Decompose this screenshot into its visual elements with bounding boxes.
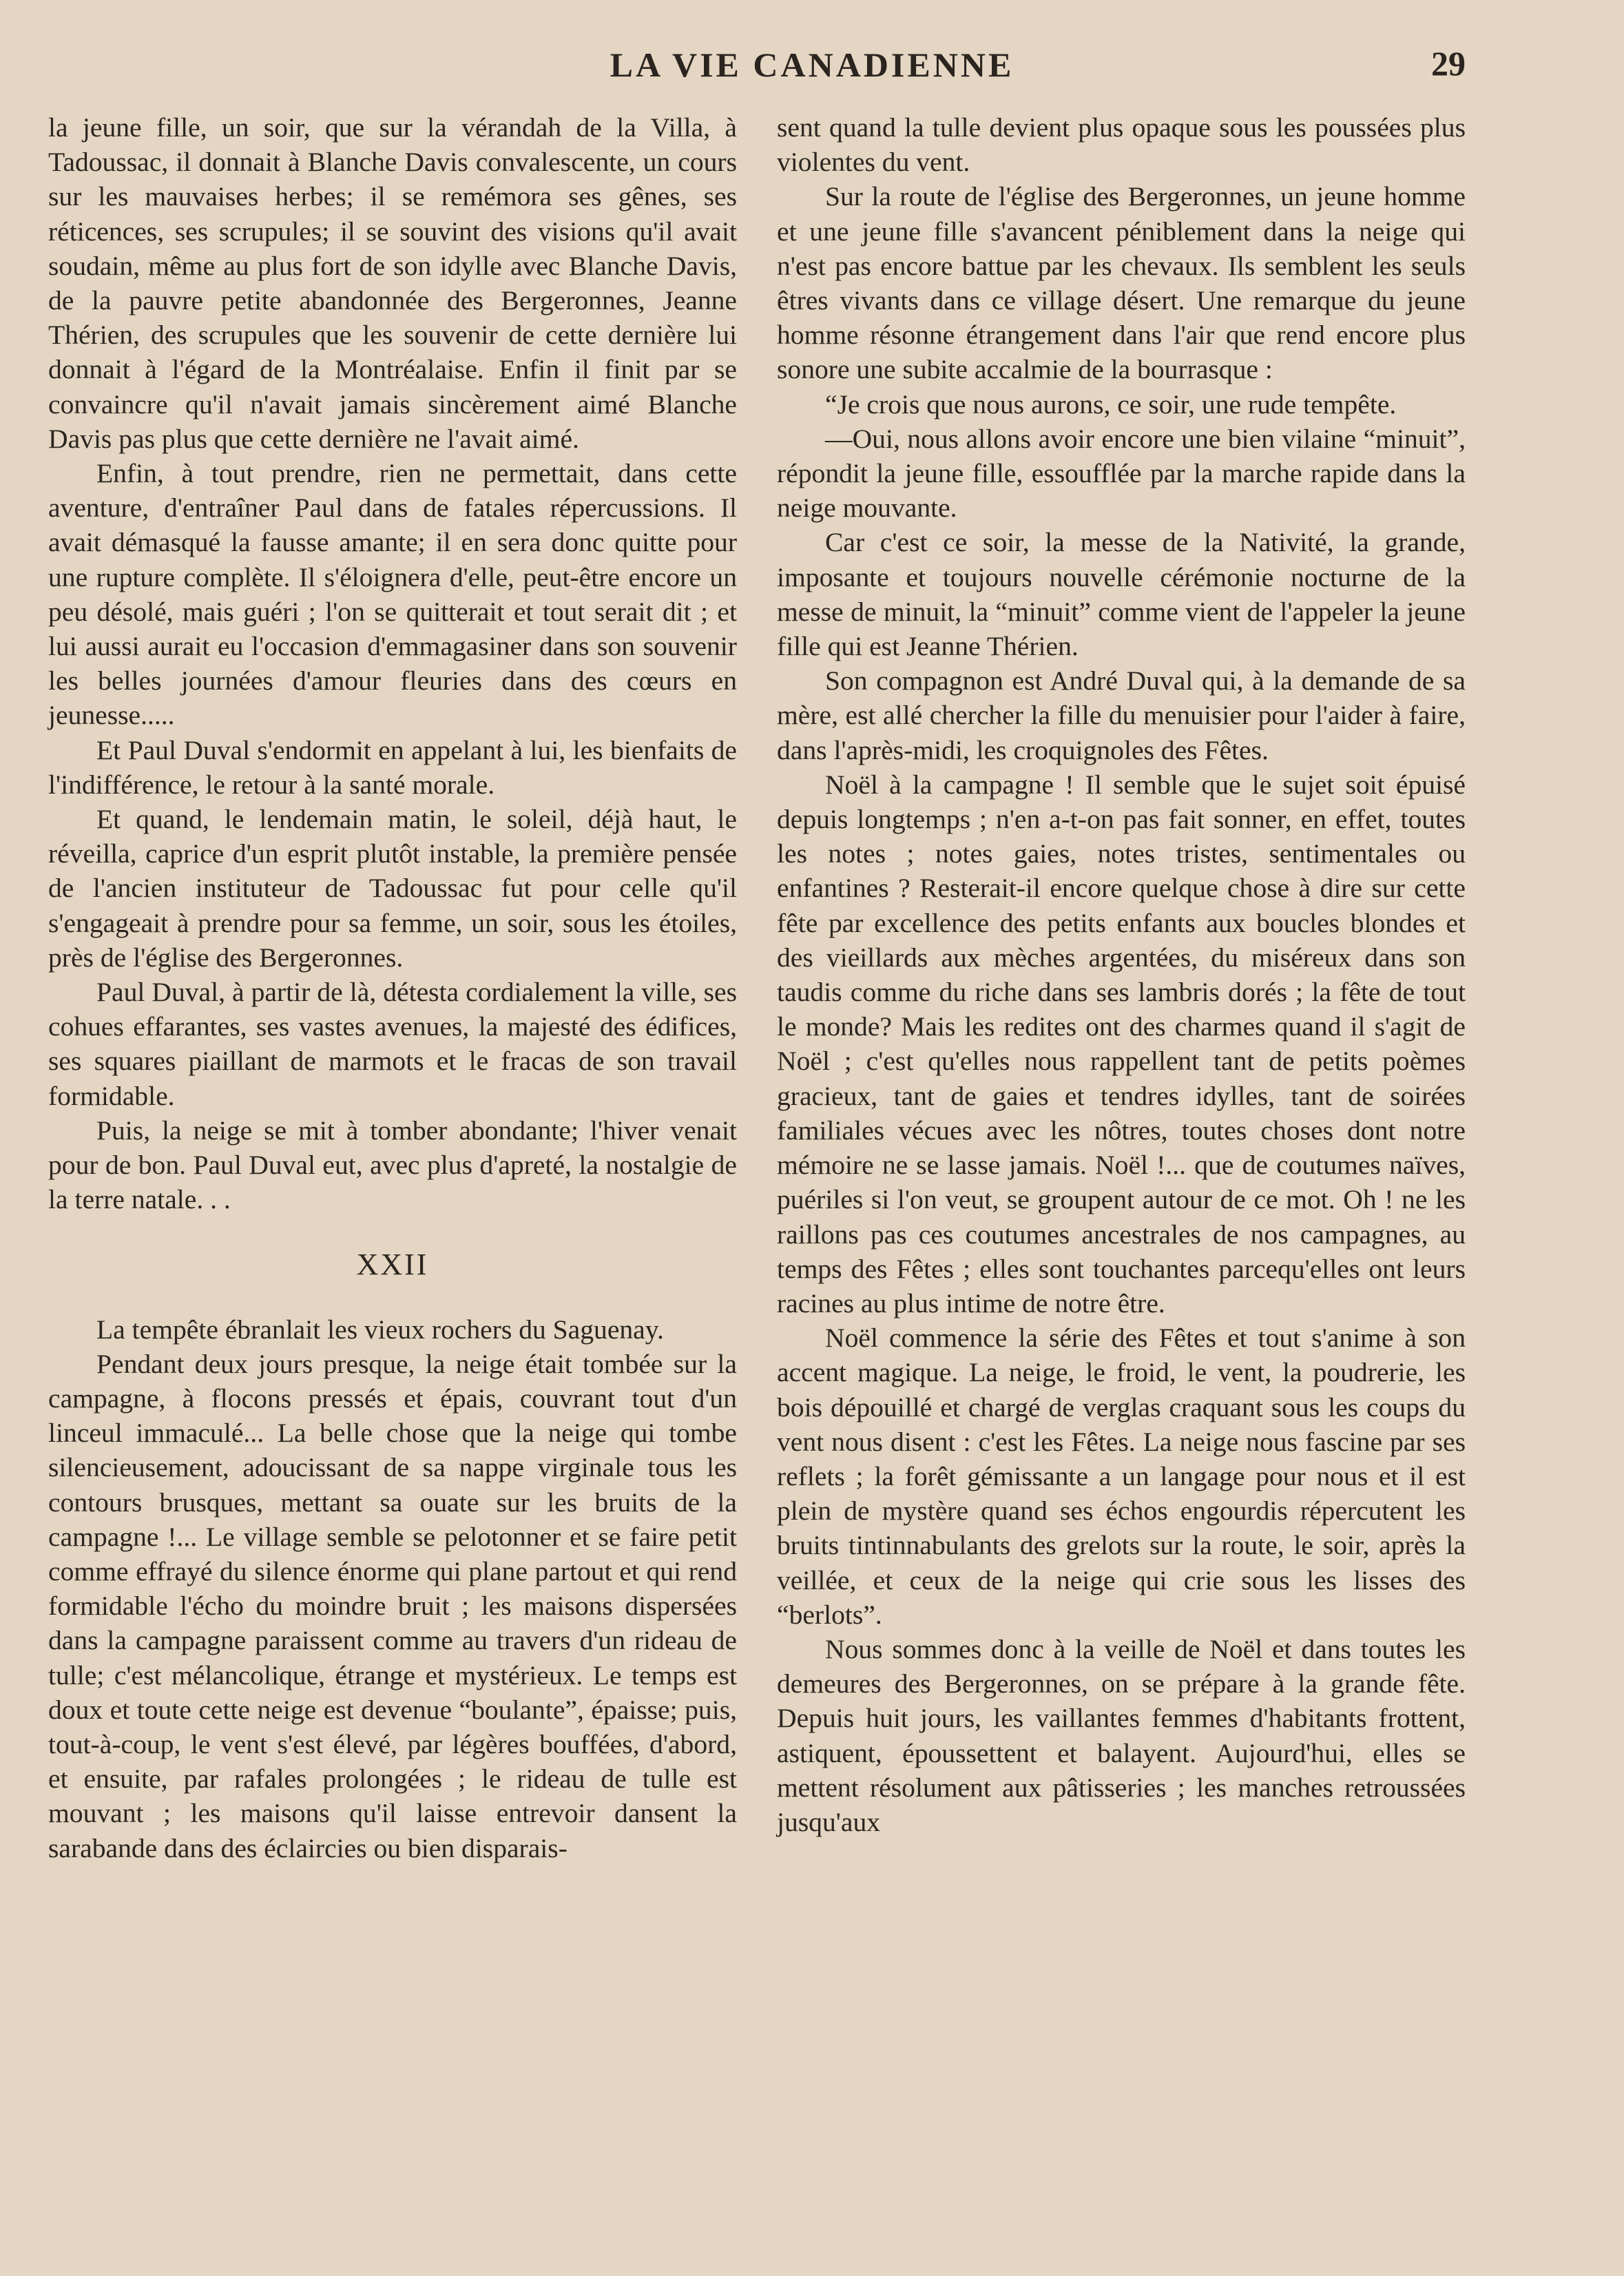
left-column — [48, 110, 737, 1865]
paragraph: Et Paul Duval s'endormit en appelant à lui, les bienfaits de l'indifférence, le retour à la santé morale. — [48, 734, 737, 800]
paragraph: Sur la route de l'église des Bergeronnes, un jeune homme et une jeune fille s'avancent péniblement dans la neige qui n'est pas encore battue par les chevaux. Ils semblent les seuls êtres vivants dans ce village désert. Une remarque du jeune homme résonne étrangement dans l'air que rend encore plus sonore une subite accalmie de la bourrasque : — [777, 181, 1466, 385]
paragraph: la jeune fille, un soir, que sur la vérandah de la Villa, à Tadoussac, il donnait à Blanche Davis convalescente, un cours sur les mauvaises herbes; il se remémora ses gênes, ses réticences, ses scrupules; il se souvint des visions qu'il avait soudain, même au plus fort de son idylle avec Blanche Davis, de la pauvre petite abandonnée des Bergeronnes, Jeanne Thérien, des scrupules que les souvenir de cette dernière lui donnait à l'égard de la Montréalaise. Enfin il finit par se convaincre qu'il n'avait jamais sincèrement aimé Blanche Davis pas plus que cette dernière ne l'avait aimé. — [48, 112, 737, 454]
paragraph: Et quand, le lendemain matin, le soleil, déjà haut, le réveilla, caprice d'un esprit plutôt instable, la première pensée de l'ancien instituteur de Tadoussac fut pour celle qu'il s'engageait à prendre pour sa femme, un soir, sous les étoiles, près de l'église des Bergeronnes. — [48, 804, 737, 973]
paragraph: —Oui, nous allons avoir encore une bien vilaine “minuit”, répondit la jeune fille, essoufflée par la marche rapide dans la neige mouvante. — [777, 423, 1466, 524]
paragraph: Son compagnon est André Duval qui, à la demande de sa mère, est allé chercher la fille du menuisier pour l'aider à faire, dans l'après-midi, les croquignoles des Fêtes. — [777, 665, 1466, 765]
paragraph: Car c'est ce soir, la messe de la Nativité, la grande, imposante et toujours nouvelle cérémonie nocturne de la messe de minuit, la “minuit” comme vient de l'appeler la jeune fille qui est Jeanne Thérien. — [777, 527, 1466, 662]
paragraph: Paul Duval, à partir de là, détesta cordialement la ville, ses cohues effarantes, ses vastes avenues, la majesté des édifices, ses squares piaillant de marmots et le fracas de son travail formidable. — [48, 977, 737, 1111]
paragraph: sent quand la tulle devient plus opaque sous les poussées plus violentes du vent. — [777, 112, 1466, 178]
page-header — [0, 38, 1624, 93]
running-title: LA VIE CANADIENNE — [610, 45, 1014, 84]
paragraph: Nous sommes donc à la veille de Noël et dans toutes les demeures des Bergeronnes, on se prépare à la grande fête. Depuis huit jours, les vaillantes femmes d'habitants frottent, astiquent, époussettent et balayent. Aujourd'hui, elles se mettent résolument aux pâtisseries ; les manches retroussées jusqu'aux — [777, 1633, 1466, 1837]
paragraph: Enfin, à tout prendre, rien ne permettait, dans cette aventure, d'entraîner Paul dans de fatales répercussions. Il avait démasqué la fausse amante; il en sera donc quitte pour une rupture complète. Il s'éloignera d'elle, peut-être encore un peu désolé, mais guéri ; l'on se quitterait et tout serait dit ; et lui aussi aurait eu l'occasion d'emmagasiner dans son souvenir les belles journées d'amour fleuries dans des cœurs en jeunesse..... — [48, 458, 737, 731]
paragraph: Puis, la neige se mit à tomber abondante; l'hiver venait pour de bon. Paul Duval eut, avec plus d'apreté, la nostalgie de la terre natale. . . — [48, 1115, 737, 1215]
chapter-heading: XXII — [356, 1247, 429, 1281]
paragraph: La tempête ébranlait les vieux rochers du Saguenay. — [96, 1314, 664, 1345]
paragraph: Noël commence la série des Fêtes et tout s'anime à son accent magique. La neige, le froid, le vent, la poudrerie, les bois dépouillé et chargé de verglas craquant sous les coups du vent nous disent : c'est les Fêtes. La neige nous fascine par ses reflets ; la forêt gémissante a un langage pour nous et il est plein de mystère quand ses échos engourdis répercutent les bruits tintinnabulants des grelots sur la route, le soir, après la veillée, et ceux de la neige qui crie sous les lisses des “berlots”. — [777, 1323, 1466, 1630]
paragraph: Pendant deux jours presque, la neige était tombée sur la campagne, à flocons pressés et épais, couvrant tout d'un linceul immaculé... La belle chose que la neige qui tombe silencieusement, adoucissant de sa nappe virginale tous les contours brusques, mettant sa ouate sur les bruits de la campagne !... Le village semble se pelotonner et se faire petit comme effrayé du silence énorme qui plane partout et qui rend formidable l'écho du moindre bruit ; les maisons dispersées dans la campagne paraissent comme au travers d'un rideau de tulle; c'est mélancolique, étrange et mystérieux. Le temps est doux et toute cette neige est devenue “boulante”, épaisse; puis, tout-à-coup, le vent s'est élevé, par légères bouffées, d'abord, et ensuite, par rafales prolongées ; le rideau de tulle est mouvant ; les maisons qu'il laisse entrevoir dansent la sarabande dans des éclaircies ou bien disparais- — [48, 1348, 737, 1863]
paragraph: Noël à la campagne ! Il semble que le sujet soit épuisé depuis longtemps ; n'en a-t-on pas fait sonner, en effet, toutes les notes ; notes gaies, notes tristes, sentimentales ou enfantines ? Resterait-il encore quelque chose à dire sur cette fête par excellence des petits enfants aux boucles blondes et des vieillards aux mèches argentées, du miséreux dans son taudis comme du riche dans ses lambris dorés ; la fête de tout le monde? Mais les redites ont des charmes quand il s'agit de Noël ; c'est qu'elles nous rappellent tant de petits poèmes gracieux, tant de gaies et tendres idylles, tant de soirées familiales vécues avec les nôtres, toutes choses dont notre mémoire ne se lasse jamais. Noël !... que de coutumes naïves, puériles si l'on veut, se groupent autour de ce mot. Oh ! ne les raillons pas ces coutumes ancestrales de nos campagnes, au temps des Fêtes ; elles sont touchantes parcequ'elles ont leurs racines au plus intime de notre être. — [777, 769, 1466, 1318]
paragraph: “Je crois que nous aurons, ce soir, une rude tempête. — [825, 389, 1397, 420]
right-column — [777, 110, 1466, 1839]
page-number: 29 — [1431, 44, 1466, 83]
